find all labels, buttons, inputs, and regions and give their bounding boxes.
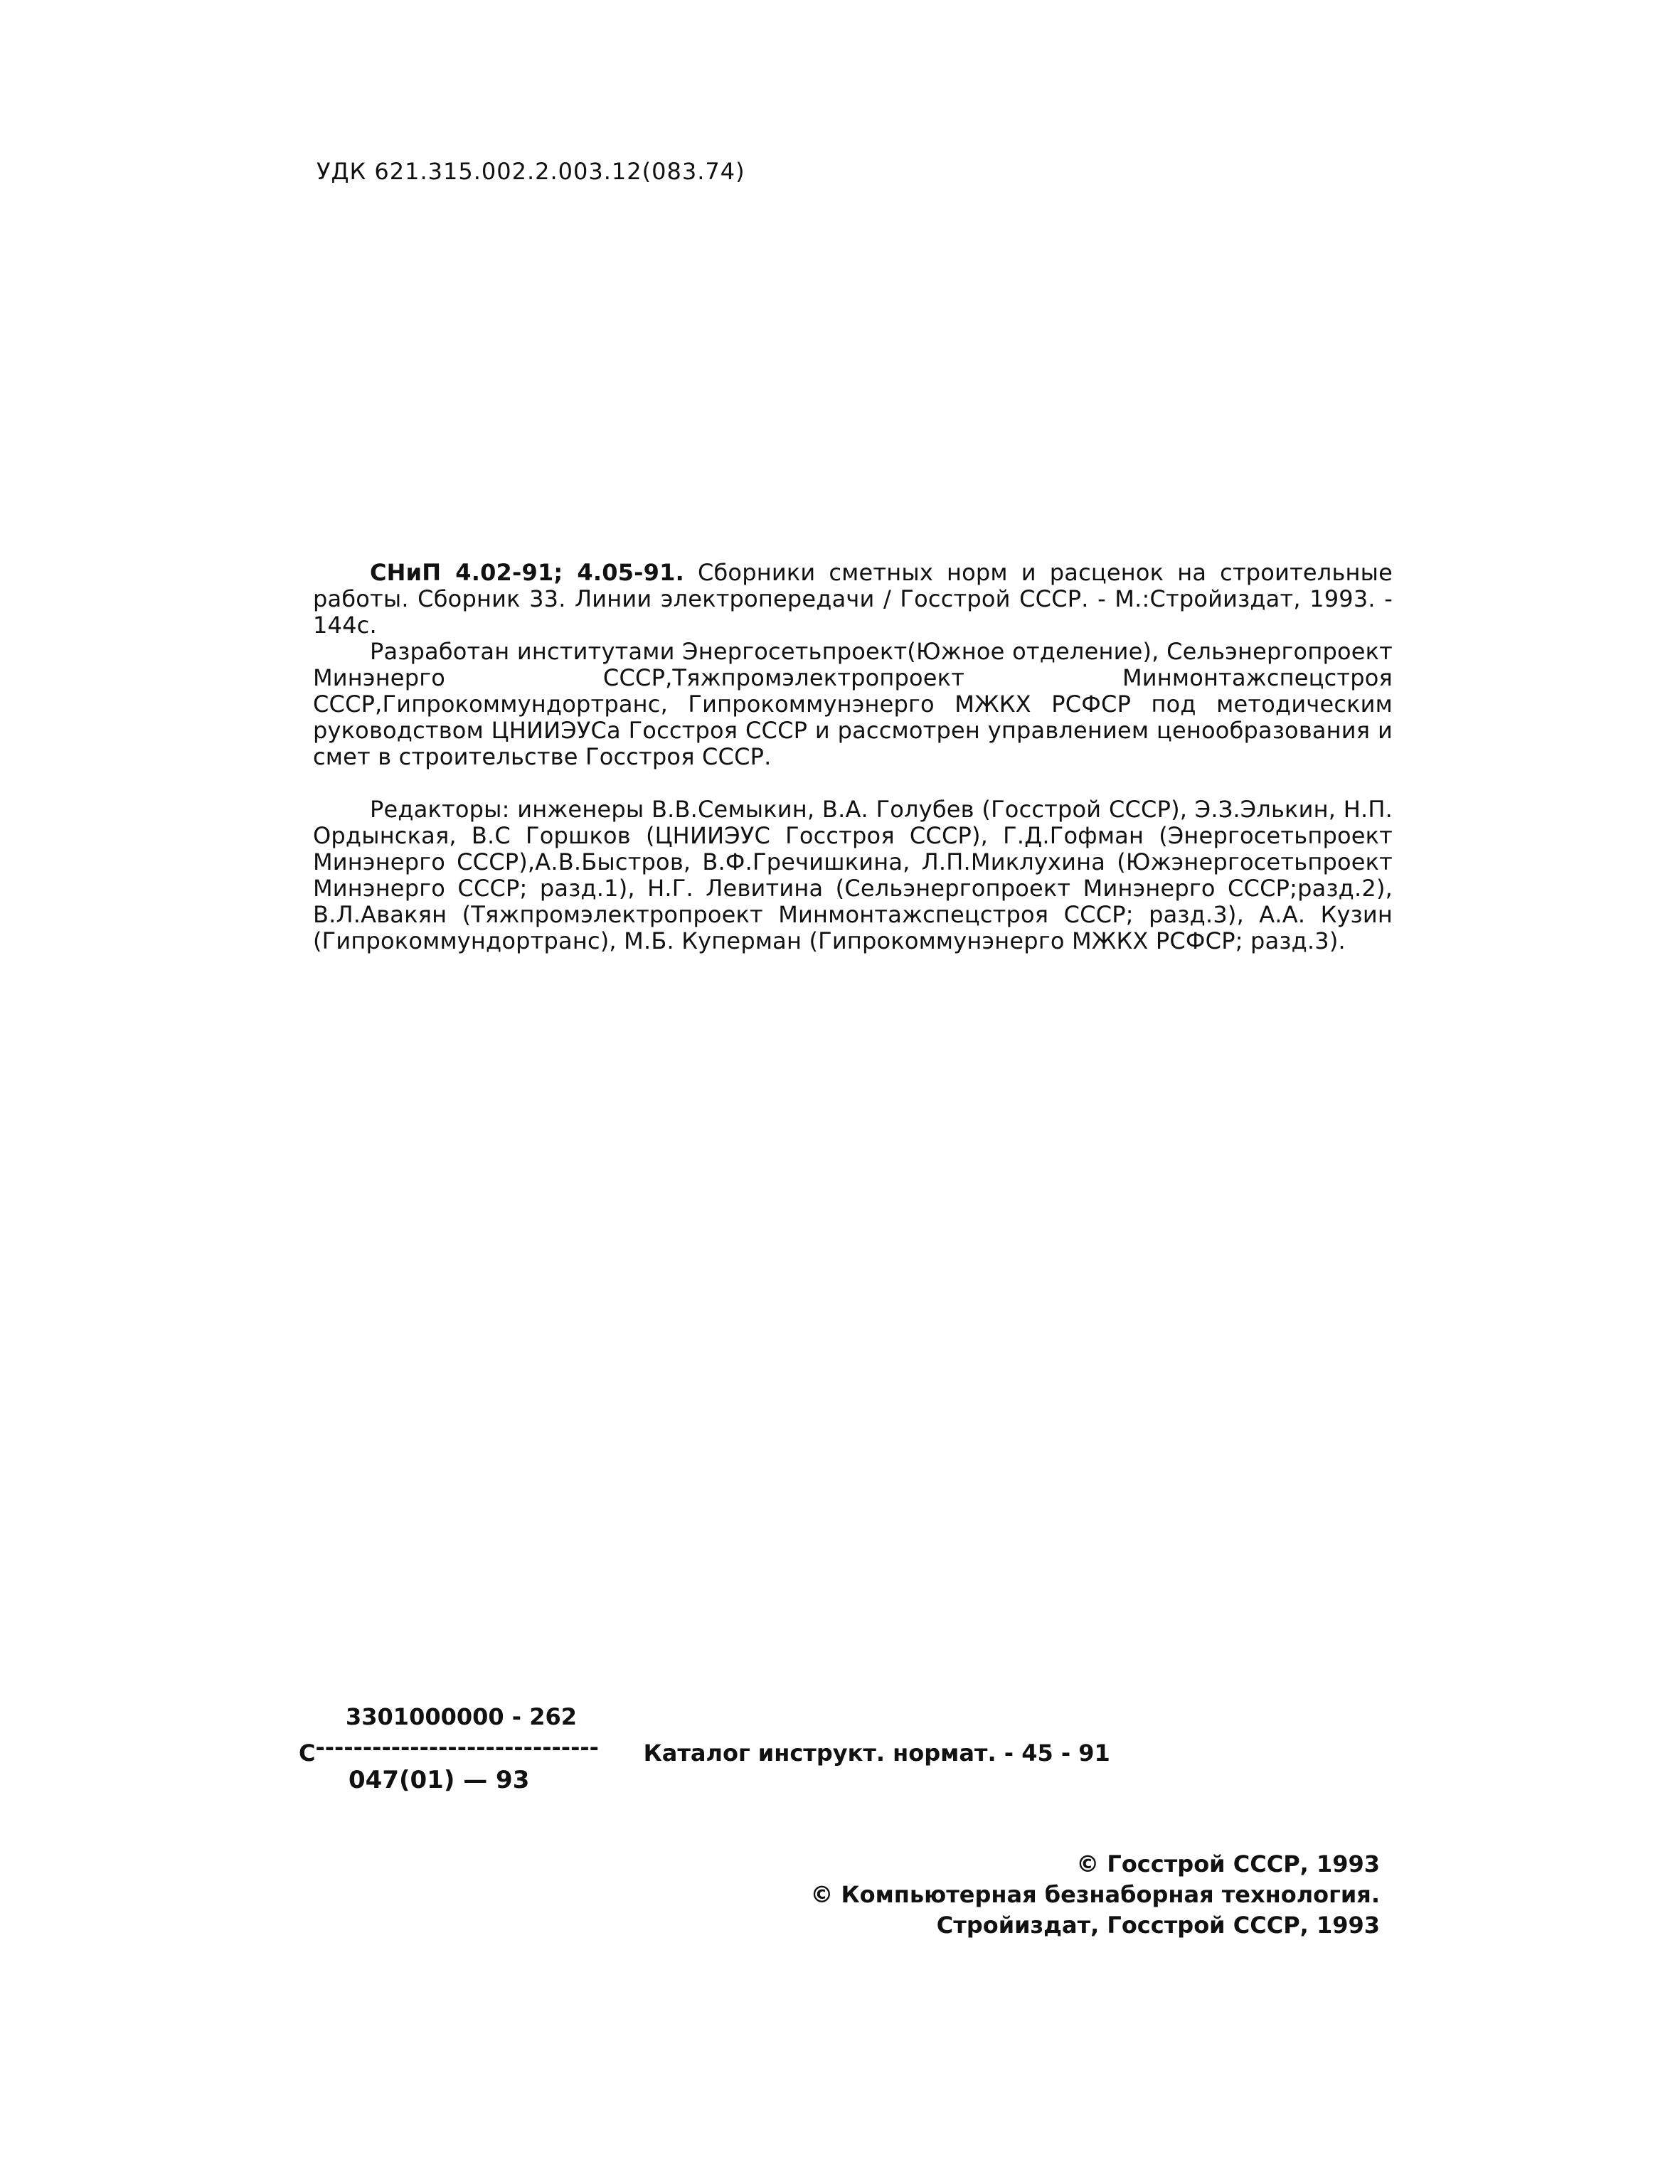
biblio-title-bold: СНиП 4.02-91; 4.05-91. <box>370 559 684 586</box>
biblio-developed-paragraph: Разработан институтами Энергосетьпроект(Южное отделение), Сельэнергопроект Минэнерго СССР,Тяжпромэлектропроект Минмонтажспецстроя СССР,Гипрокоммундортранс, Гипрокоммунэнерго МЖКХ РСФСР под методическим руководством ЦНИИЭУСа Госстроя СССР и рассмотрен управлением ценообразования и смет в строительстве Госстроя СССР. <box>313 638 1393 770</box>
biblio-title-rest: Сборники сметных норм и расценок на строительные работы. Сборник 33. Линии электропередачи / Госстрой СССР. - М.:Стройиздат, 1993. - 144с. <box>313 559 1393 639</box>
catalog-line <box>299 1734 1110 1767</box>
catalog-dashes: ------------------------------ <box>315 1734 599 1761</box>
biblio-title-paragraph <box>313 560 1393 639</box>
catalog-prefix: С <box>299 1740 316 1767</box>
bibliographic-description <box>313 560 1393 954</box>
catalog-index <box>299 1703 1195 1796</box>
copyright-line-1: © Госстрой СССР, 1993 <box>1076 1850 1380 1877</box>
copyright-block <box>810 1849 1380 1941</box>
catalog-denominator: 047(01) — 93 <box>349 1766 530 1794</box>
copyright-line-2: © Компьютерная безнаборная технология. <box>810 1881 1380 1908</box>
udk-code: УДК 621.315.002.2.003.12(083.74) <box>317 158 745 185</box>
copyright-line-3: Стройиздат, Госстрой СССР, 1993 <box>936 1912 1380 1939</box>
catalog-numerator: 3301000000 - 262 <box>346 1703 578 1730</box>
biblio-editors-paragraph: Редакторы: инженеры В.В.Семыкин, В.А. Голубев (Госстрой СССР), Э.З.Элькин, Н.П. Ордынская, В.С Горшков (ЦНИИЭУС Госстроя СССР), Г.Д.Гофман (Энергосетьпроект Минэнерго СССР),А.В.Быстров, В.Ф.Гречишкина, Л.П.Миклухина (Южэнергосетьпроект Минэнерго СССР; разд.1), Н.Г. Левитина (Сельэнергопроект Минэнерго СССР;разд.2), В.Л.Авакян (Тяжпромэлектропроект Минмонтажспецстроя СССР; разд.3), А.А. Кузин (Гипрокоммундортранс), М.Б. Куперман (Гипрокоммунэнерго МЖКХ РСФСР; разд.3). <box>313 796 1393 954</box>
catalog-text: Каталог инструкт. нормат. - 45 - 91 <box>643 1740 1110 1767</box>
